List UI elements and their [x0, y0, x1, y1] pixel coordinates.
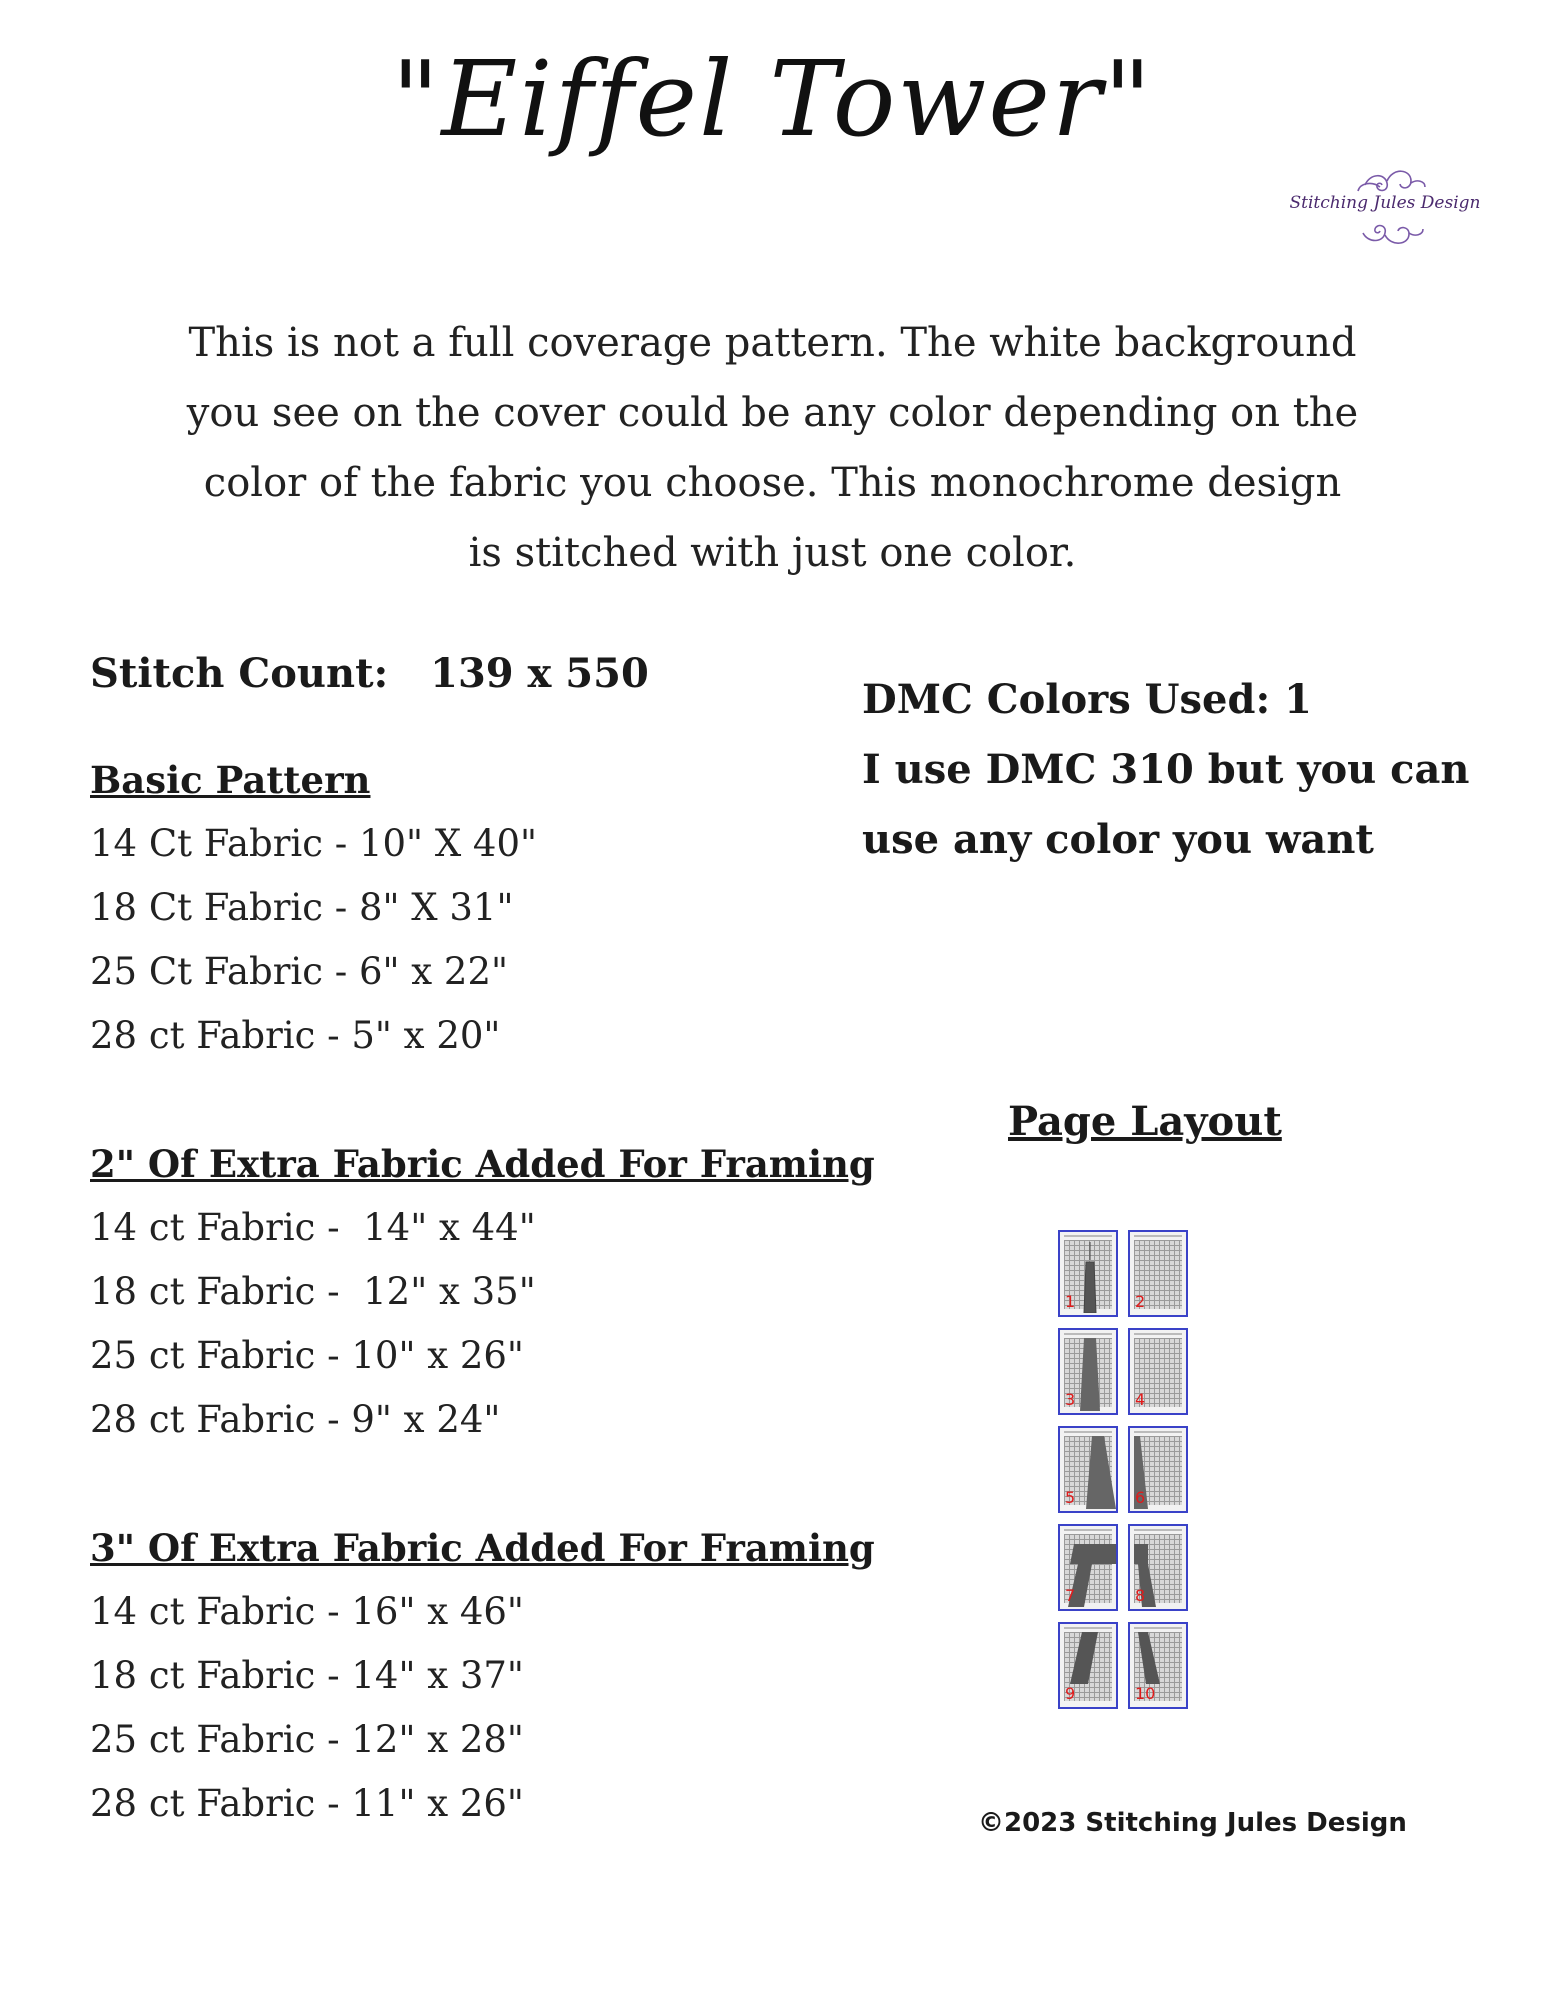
- intro-paragraph: [150, 308, 1395, 588]
- extra-2in-heading: 2" Of Extra Fabric Added For Framing: [90, 1142, 875, 1186]
- stitch-count-label: Stitch Count:: [90, 650, 389, 697]
- page-number: 7: [1065, 1586, 1076, 1605]
- page-thumbnail: [1128, 1230, 1188, 1317]
- dmc-line: use any color you want: [862, 816, 1374, 863]
- intro-line: This is not a full coverage pattern. The white background: [188, 320, 1357, 366]
- fabric-size-row: 14 ct Fabric - 14" x 44": [90, 1206, 536, 1249]
- fabric-size-row: 18 ct Fabric - 12" x 35": [90, 1270, 536, 1313]
- fabric-size-row: 25 ct Fabric - 10" x 26": [90, 1334, 524, 1377]
- fabric-size-row: 14 ct Fabric - 16" x 46": [90, 1590, 524, 1633]
- dmc-line: DMC Colors Used: 1: [862, 676, 1312, 723]
- page-layout-heading: Page Layout: [1008, 1098, 1282, 1145]
- page-thumbnail: [1058, 1230, 1118, 1317]
- intro-line: you see on the cover could be any color depending on the: [186, 390, 1359, 436]
- page-thumbnail: [1058, 1426, 1118, 1513]
- fabric-size-row: 18 ct Fabric - 14" x 37": [90, 1654, 524, 1697]
- page-number: 5: [1065, 1488, 1076, 1507]
- page-thumbnail: [1058, 1622, 1118, 1709]
- fabric-size-row: 28 ct Fabric - 11" x 26": [90, 1782, 524, 1825]
- stitch-count: [90, 650, 649, 697]
- page-number: 8: [1135, 1586, 1146, 1605]
- fabric-size-row: 28 ct Fabric - 5" x 20": [90, 1014, 501, 1057]
- basic-pattern-section: [90, 748, 537, 1068]
- extra-3in-heading: 3" Of Extra Fabric Added For Framing: [90, 1526, 875, 1570]
- page-thumbnail: [1128, 1524, 1188, 1611]
- page-number: 1: [1065, 1292, 1076, 1311]
- page-number: 4: [1135, 1390, 1146, 1409]
- brand-logo: [1285, 155, 1485, 260]
- page-number: 6: [1135, 1488, 1146, 1507]
- extra-3in-section: [90, 1516, 875, 1836]
- fabric-size-row: 28 ct Fabric - 9" x 24": [90, 1398, 501, 1441]
- basic-pattern-heading: Basic Pattern: [90, 758, 371, 802]
- page-thumbnail: [1128, 1426, 1188, 1513]
- extra-2in-section: [90, 1132, 875, 1452]
- page-thumbnail: [1058, 1524, 1118, 1611]
- page-thumbnail: [1128, 1622, 1188, 1709]
- page-thumbnail: [1058, 1328, 1118, 1415]
- page-layout-grid: [1058, 1230, 1198, 1710]
- page-number: 3: [1065, 1390, 1076, 1409]
- pattern-title: "Eiffel Tower": [391, 38, 1154, 160]
- page-number: 9: [1065, 1684, 1076, 1703]
- fabric-size-row: 14 Ct Fabric - 10" X 40": [90, 822, 538, 865]
- page-number: 2: [1135, 1292, 1146, 1311]
- fabric-size-row: 25 Ct Fabric - 6" x 22": [90, 950, 509, 993]
- intro-line: color of the fabric you choose. This monochrome design: [203, 460, 1342, 506]
- copyright-notice: ©2023 Stitching Jules Design: [978, 1808, 1407, 1838]
- dmc-line: I use DMC 310 but you can: [862, 746, 1470, 793]
- page-number: 10: [1135, 1684, 1156, 1703]
- dmc-colors-note: [862, 665, 1482, 875]
- fabric-size-row: 18 Ct Fabric - 8" X 31": [90, 886, 514, 929]
- fabric-size-row: 25 ct Fabric - 12" x 28": [90, 1718, 524, 1761]
- stitch-count-value: 139 x 550: [430, 650, 649, 697]
- intro-line: is stitched with just one color.: [468, 530, 1077, 576]
- page-thumbnail: [1128, 1328, 1188, 1415]
- logo-text: Stitching Jules Design: [1289, 193, 1481, 213]
